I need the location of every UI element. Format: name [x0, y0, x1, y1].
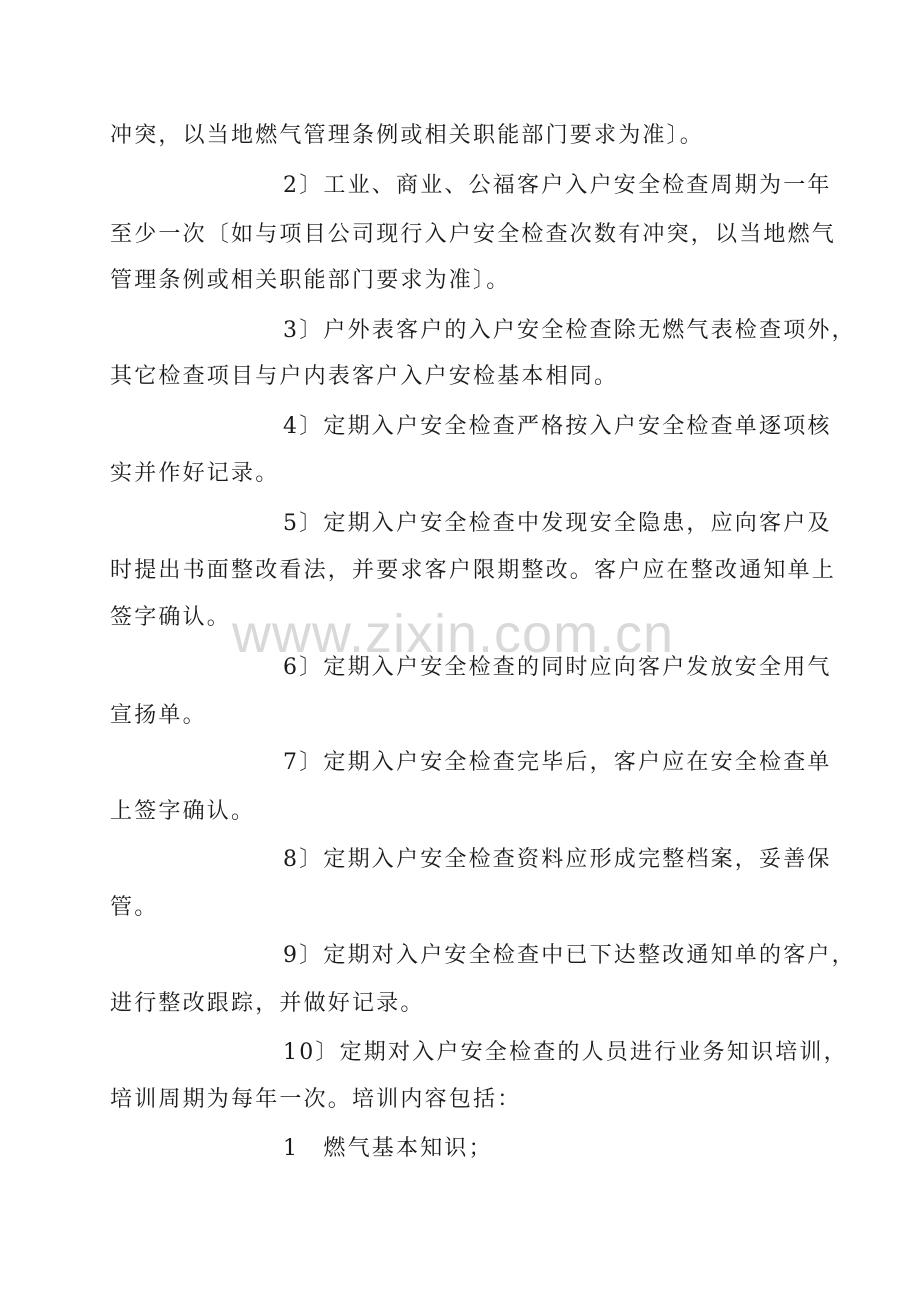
paragraph-4-line-1: 4〕定期入户安全检查严格按入户安全检查单逐项核 [283, 414, 832, 439]
paragraph-10-line-1: 10〕定期对入户安全检查的人员进行业务知识培训， [283, 1040, 848, 1065]
paragraph-3-line-2: 其它检查项目与户内表客户入户安检基本相同。 [110, 364, 619, 389]
paragraph-2-line-2: 至少一次〔如与项目公司现行入户安全检查次数有冲突，以当地燃气 [110, 222, 837, 247]
paragraph-2-line-3: 管理条例或相关职能部门要求为准〕。 [110, 268, 511, 293]
paragraph-1-line-1: 冲突，以当地燃气管理条例或相关职能部门要求为准〕。 [110, 123, 705, 148]
paragraph-5-line-2: 时提出书面整改看法，并要求客户限期整改。客户应在整改通知单上 [110, 558, 837, 583]
paragraph-11-line-1: 1 燃气基本知识； [283, 1136, 493, 1161]
watermark-text: www.zixin.com.cn [232, 604, 675, 664]
paragraph-7-line-1: 7〕定期入户安全检查完毕后，客户应在安全检查单 [283, 750, 832, 775]
paragraph-8-line-2: 管。 [110, 895, 159, 920]
paragraph-2-line-1: 2〕工业、商业、公福客户入户安全检查周期为一年 [283, 173, 832, 198]
paragraph-9-line-1: 9〕定期对入户安全检查中已下达整改通知单的客户， [283, 943, 856, 968]
paragraph-4-line-2: 实并作好记录。 [110, 461, 280, 486]
paragraph-8-line-1: 8〕定期入户安全检查资料应形成完整档案，妥善保 [283, 847, 832, 872]
paragraph-5-line-3: 签字确认。 [110, 605, 232, 630]
paragraph-3-line-1: 3〕户外表客户的入户安全检查除无燃气表检查项外， [283, 318, 856, 343]
paragraph-5-line-1: 5〕定期入户安全检查中发现安全隐患，应向客户及 [283, 511, 832, 536]
paragraph-10-line-2: 培训周期为每年一次。培训内容包括： [110, 1087, 522, 1112]
paragraph-6-line-1: 6〕定期入户安全检查的同时应向客户发放安全用气 [283, 655, 832, 680]
paragraph-6-line-2: 宣扬单。 [110, 703, 207, 728]
paragraph-7-line-2: 上签字确认。 [110, 799, 256, 824]
paragraph-9-line-2: 进行整改跟踪，并做好记录。 [110, 991, 425, 1016]
